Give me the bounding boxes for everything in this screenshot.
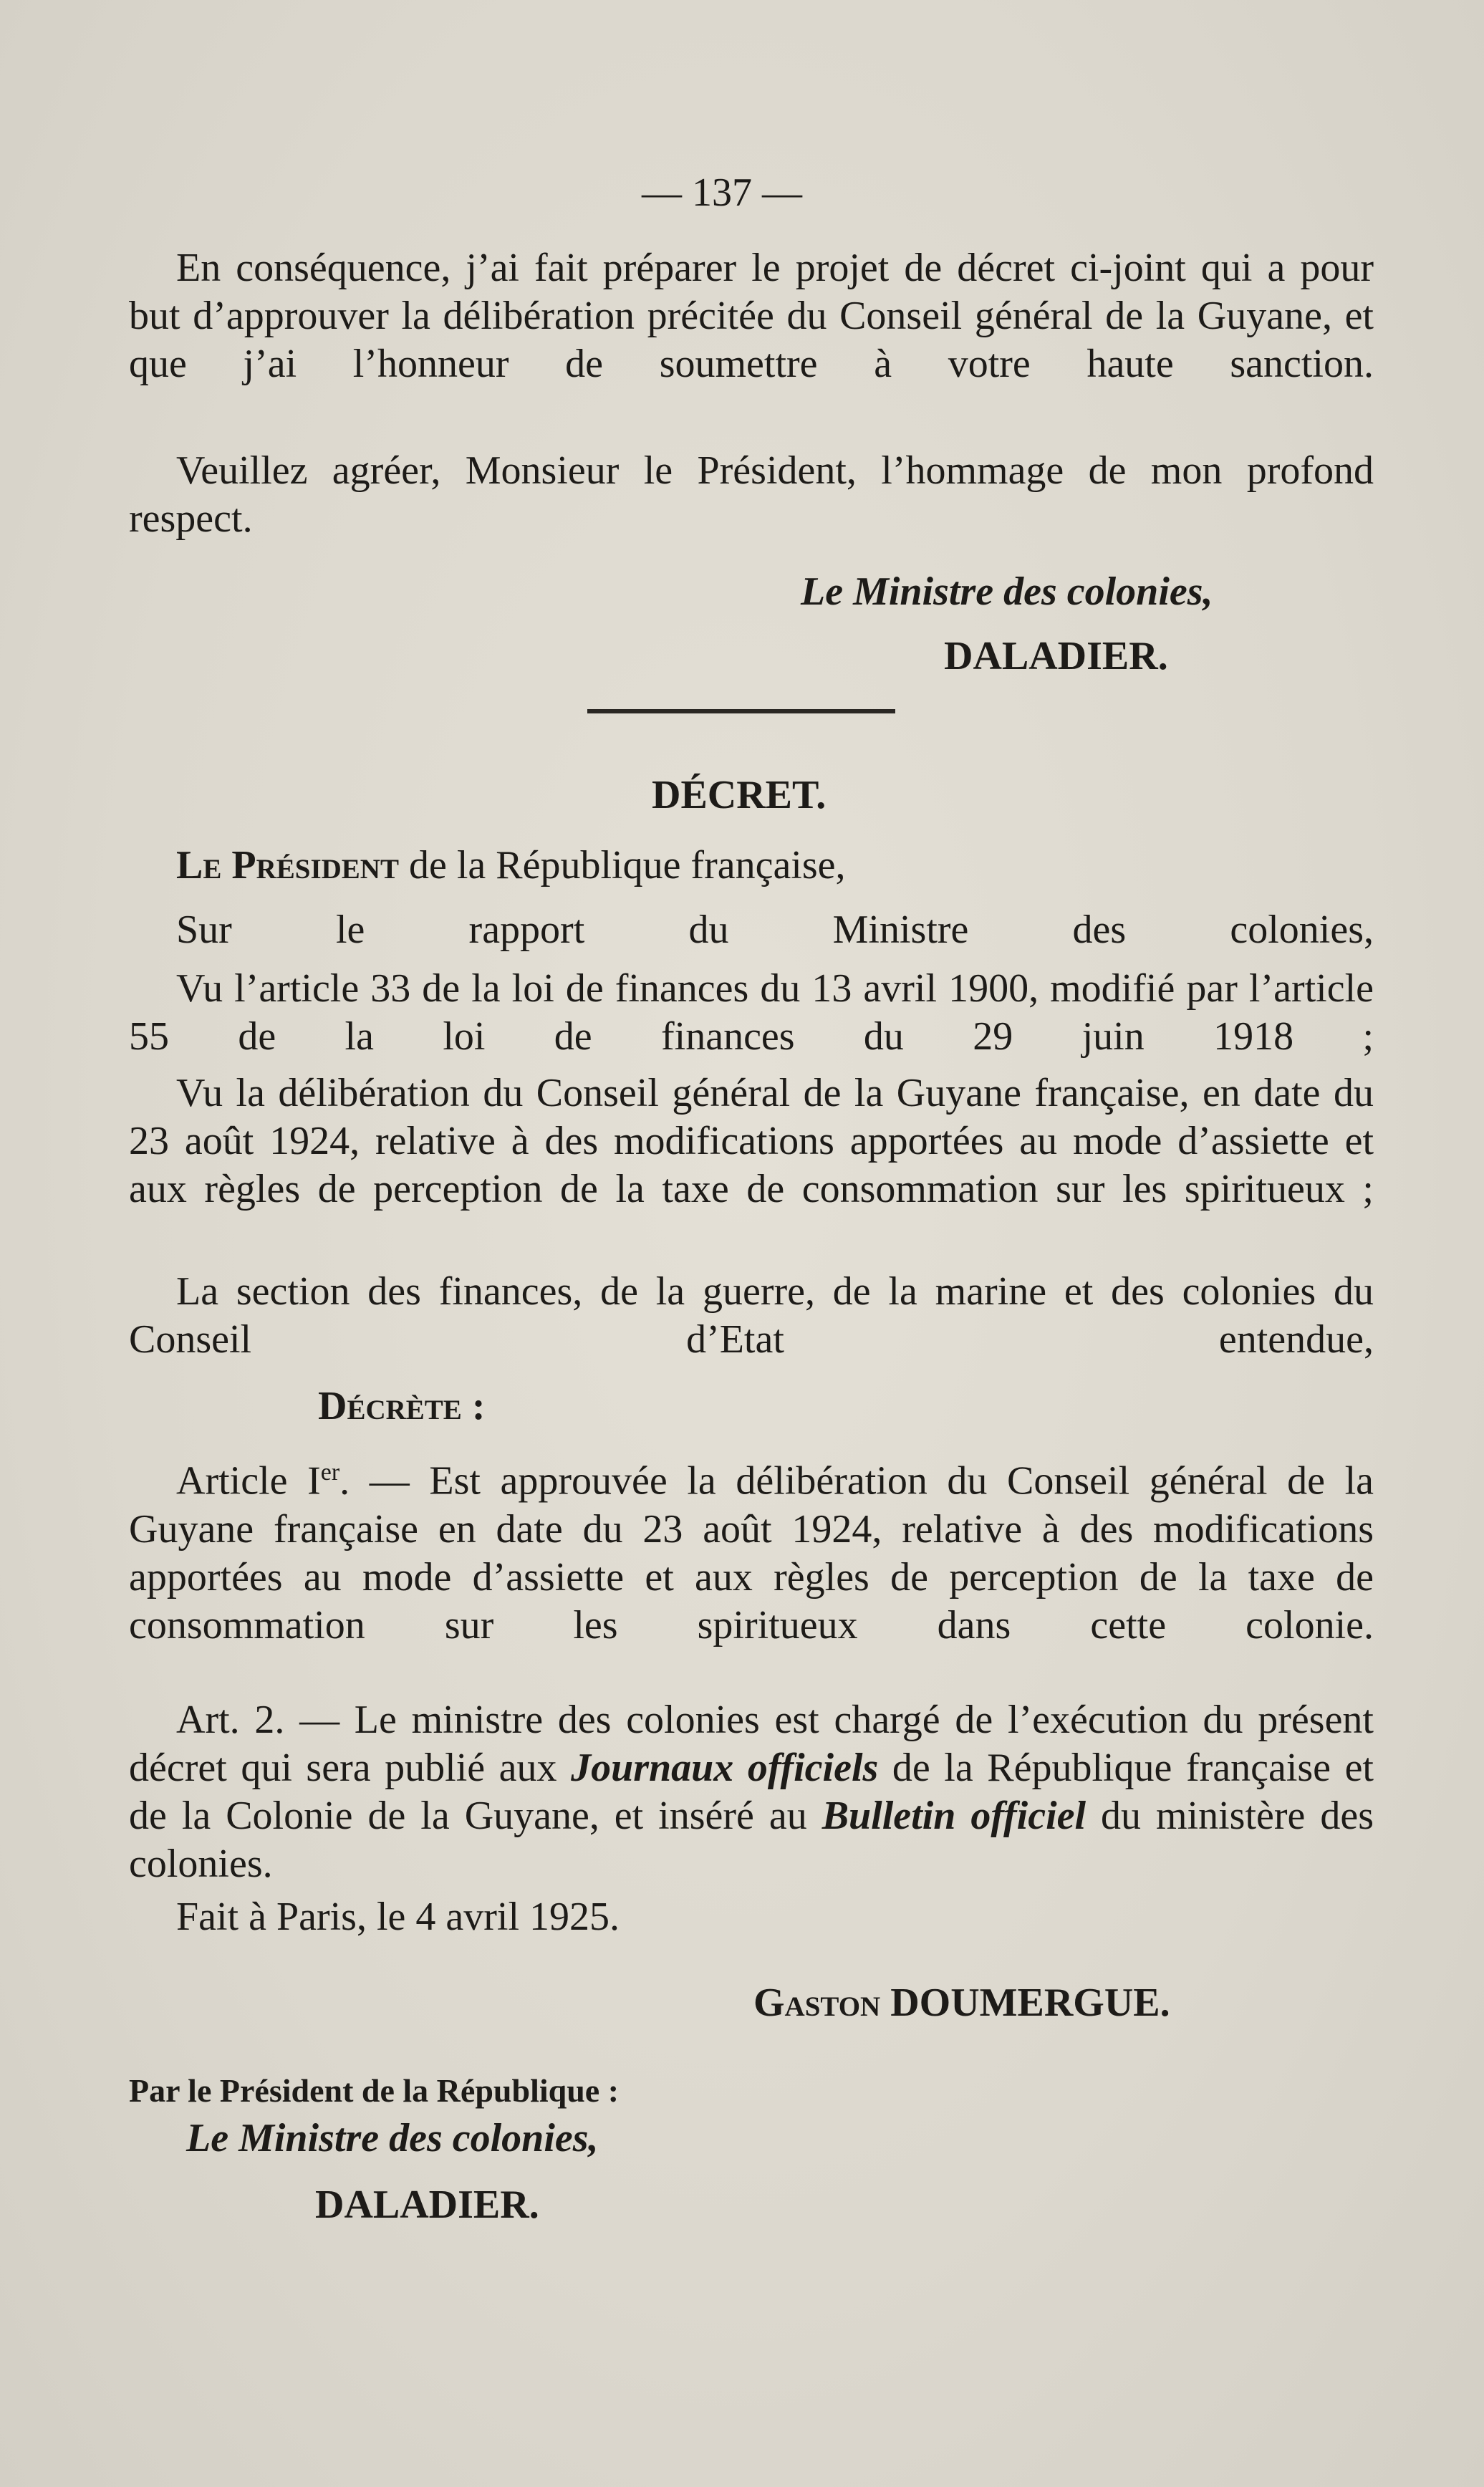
decree-heading: DÉCRET. [652, 773, 827, 817]
article-2-part-c: du ministère des colonies. [129, 1794, 1374, 1886]
done-at-line: Fait à Paris, le 4 avril 1925. [176, 1895, 620, 1939]
article-1-sup: er [320, 1459, 340, 1486]
page-number: — 137 — [642, 170, 802, 215]
minister-title: Le Ministre des colonies, [186, 2116, 599, 2160]
visa-rapport: Sur le rapport du Ministre des colonies, [176, 908, 1374, 952]
article-1-text: . — Est approuvée la délibération du Conseil général de la Guyane française en date du 23 août 1924, relative à des modifications apportées au mode d’assiette et aux règles de perception de la taxe de consommation sur les spiritueux dans cette colonie. [129, 1458, 1374, 1647]
visa-deliberation: Vu la délibération du Conseil général de la Guyane française, en date du 23 août 1924, relative à des modifications apportées au mode d’assiette et aux règles de perception de la taxe de consommation sur les spiritueux ; [129, 1071, 1374, 1211]
article-2-part-b: de la République française et de la Colonie de la Guyane, et inséré au [129, 1746, 1374, 1838]
visa-loi-finances: Vu l’article 33 de la loi de finances du 13 avril 1900, modifié par l’article 55 de la loi de finances du 29 juin 1918 ; [129, 966, 1374, 1059]
article-1 [129, 1448, 1374, 1650]
minister-name: DALADIER. [315, 2183, 539, 2227]
visa-conseil-etat: La section des finances, de la guerre, de la marine et des colonies du Conseil d’Etat entendue, [129, 1269, 1374, 1362]
decree-president-line [176, 842, 846, 890]
section-divider [587, 709, 895, 713]
article-2-part-a: Art. 2. — Le ministre des colonies est chargé de l’exécution du présent décret qui sera publié aux [129, 1698, 1374, 1790]
by-the-president: Par le Président de la République : [129, 2072, 620, 2109]
president-signature: Gaston DOUMERGUE. [753, 1981, 1170, 2025]
report-paragraph-respect: Veuillez agréer, Monsieur le Président, l’hommage de mon profond respect. [129, 448, 1374, 541]
report-signatory-title: Le Ministre des colonies, [801, 569, 1213, 614]
decrete-heading: Décrète : [318, 1384, 486, 1428]
bulletin-officiel: Bulletin officiel [822, 1794, 1086, 1838]
journaux-officiels: Journaux officiels [571, 1746, 879, 1790]
article-1-label: Article I [176, 1458, 321, 1504]
president-rest: de la République française, [398, 843, 846, 887]
president-smallcaps: Le Président [176, 843, 399, 887]
article-2 [129, 1696, 1374, 1888]
report-paragraph-consequence: En conséquence, j’ai fait préparer le projet de décret ci-joint qui a pour but d’approuver la délibération précitée du Conseil général de la Guyane, et que j’ai l’honneur de soumettre à votre haute sanction. [129, 246, 1374, 386]
report-signatory-name: DALADIER. [944, 634, 1168, 678]
